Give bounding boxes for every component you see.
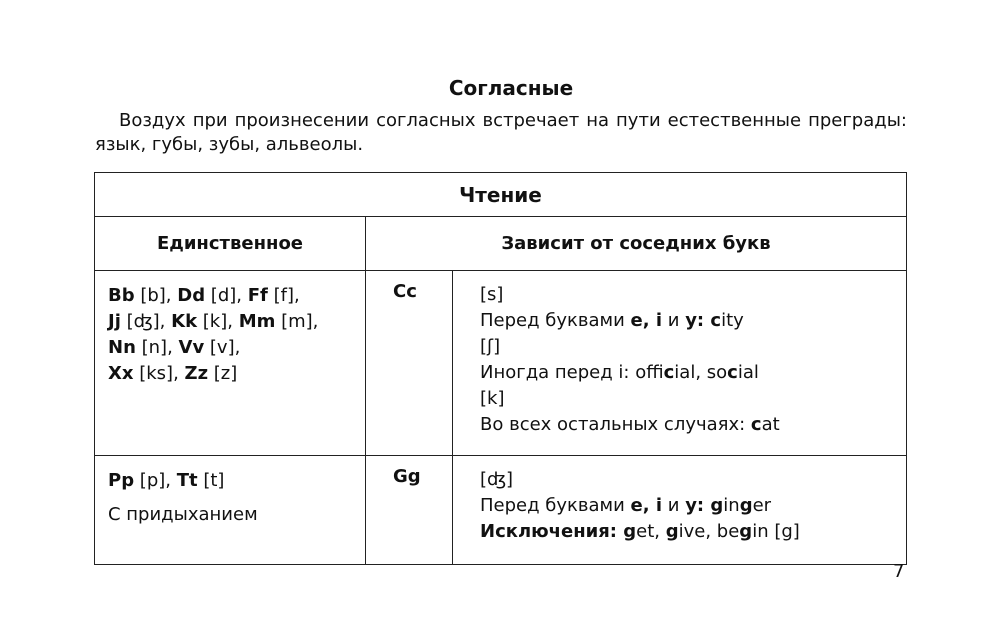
bold-segment: Jj [108, 311, 121, 332]
letter-cell: Cc [366, 271, 453, 456]
rich-line [480, 308, 906, 334]
text-segment: [t] [197, 470, 225, 491]
bold-segment: Pp [108, 470, 135, 491]
text-segment: ial, so [674, 362, 728, 383]
rich-line [480, 493, 906, 519]
bold-segment: Zz [184, 363, 209, 384]
rich-line [108, 468, 365, 494]
rich-line [480, 412, 906, 438]
rich-line [108, 335, 365, 361]
text-segment: [v], [204, 337, 241, 358]
rich-line [108, 283, 365, 309]
rich-line [480, 386, 906, 412]
text-segment: Перед буквами [480, 310, 631, 331]
table-header: Чтение [95, 173, 907, 217]
rich-line [108, 502, 365, 528]
single-cell [95, 456, 366, 565]
bold-segment: c [727, 362, 738, 383]
text-segment: in [g] [752, 521, 800, 542]
bold-segment: e, i [630, 310, 663, 331]
text-segment: [m], [275, 311, 319, 332]
rich-line [480, 282, 906, 308]
text-segment: et, [636, 521, 666, 542]
single-cell [95, 271, 366, 456]
intro-paragraph: Воздух при произнесении согласных встречает на пути естественные преграды: язык, губы, зубы, альвеолы. [95, 110, 907, 155]
rich-line [480, 360, 906, 386]
bold-segment: c [750, 414, 762, 435]
rich-line [480, 467, 906, 493]
bold-segment: Vv [178, 337, 205, 358]
bold-segment: Tt [176, 470, 198, 491]
table-row [95, 271, 907, 456]
text-segment: [n], [135, 337, 179, 358]
text-segment: [d], [205, 285, 248, 306]
bold-segment: y: c [685, 310, 722, 331]
text-segment: [k] [480, 388, 505, 409]
text-segment: [k], [197, 311, 239, 332]
bold-segment: y: g [685, 495, 724, 516]
letter-cell: Gg [366, 456, 453, 565]
bold-segment: e, i [630, 495, 663, 516]
col-header-depends: Зависит от соседних букв [366, 217, 907, 271]
text-segment: [ks], [133, 363, 185, 384]
col-header-single: Единственное [95, 217, 366, 271]
bold-segment: Kk [171, 311, 198, 332]
text-segment: Иногда перед i: offi [480, 362, 664, 383]
text-segment: [ʃ] [480, 336, 501, 357]
rich-line [108, 361, 365, 387]
text-segment: С придыханием [108, 504, 258, 525]
bold-segment: g [739, 521, 753, 542]
text-segment: [s] [480, 284, 504, 305]
text-segment: Перед буквами [480, 495, 631, 516]
text-segment: [f], [267, 285, 300, 306]
bold-segment: Dd [177, 285, 206, 306]
text-segment: [ʤ] [480, 469, 514, 490]
text-segment: ial [737, 362, 759, 383]
text-segment: [z] [208, 363, 238, 384]
text-segment: in [723, 495, 740, 516]
bold-segment: Bb [108, 285, 135, 306]
text-segment: er [752, 495, 772, 516]
text-segment: [p], [134, 470, 177, 491]
table-row [95, 456, 907, 565]
page-number: 7 [893, 561, 905, 582]
bold-segment: Nn [108, 337, 136, 358]
reading-table [94, 172, 907, 565]
bold-segment: Исключения: g [480, 521, 637, 542]
text-segment: и [662, 495, 686, 516]
rules-cell [453, 456, 907, 565]
bold-segment: g [739, 495, 753, 516]
text-segment: [ʤ], [120, 311, 172, 332]
text-segment: [b], [134, 285, 178, 306]
text-segment: Во всех остальных случаях: [480, 414, 751, 435]
bold-segment: g [665, 521, 679, 542]
text-segment: ity [721, 310, 744, 331]
bold-segment: Ff [247, 285, 268, 306]
rich-line [480, 334, 906, 360]
rich-line [480, 519, 906, 545]
bold-segment: Mm [238, 311, 276, 332]
page-title: Согласные [448, 76, 574, 100]
text-segment: at [761, 414, 780, 435]
rich-line [108, 309, 365, 335]
text-segment: и [662, 310, 686, 331]
rules-cell [453, 271, 907, 456]
bold-segment: Xx [108, 363, 134, 384]
bold-segment: c [663, 362, 675, 383]
text-segment: ive, be [678, 521, 740, 542]
